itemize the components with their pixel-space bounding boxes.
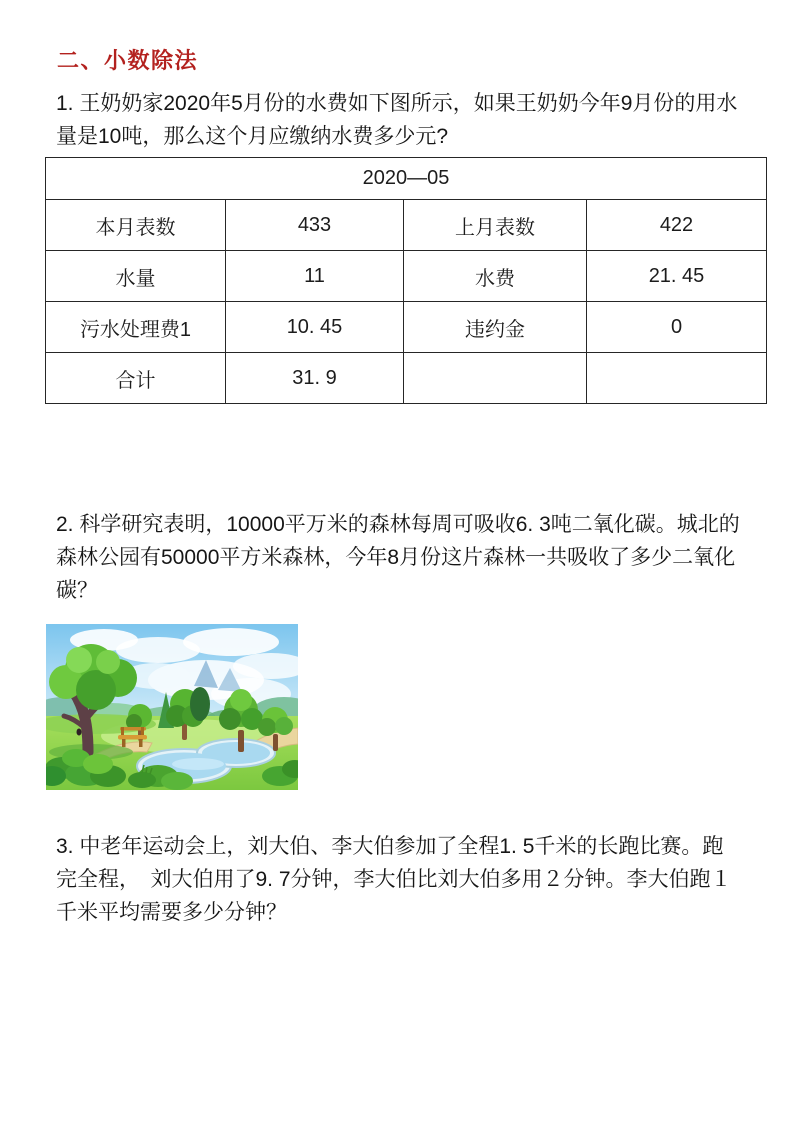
table-cell: 污水处理费1 bbox=[46, 302, 226, 353]
table-cell: 本月表数 bbox=[46, 200, 226, 251]
table-row bbox=[46, 302, 767, 353]
park-illustration bbox=[46, 624, 298, 790]
section-heading: 二、小数除法 bbox=[57, 48, 199, 73]
problem-2-line-3: 碳？ bbox=[56, 579, 98, 602]
table-row bbox=[46, 251, 767, 302]
table-cell: 11 bbox=[226, 251, 404, 302]
table-cell: 水量 bbox=[46, 251, 226, 302]
problem-2-line-1: 2. 科学研究表明，10000平万米的森林每周可吸收6. 3吨二氧化碳。城北的 bbox=[56, 513, 740, 536]
table-cell: 合计 bbox=[46, 353, 226, 404]
table-cell: 0 bbox=[587, 302, 767, 353]
table-cell: 违约金 bbox=[404, 302, 587, 353]
table-cell: 上月表数 bbox=[404, 200, 587, 251]
water-bill-table bbox=[45, 157, 767, 404]
table-cell: 水费 bbox=[404, 251, 587, 302]
problem-3 bbox=[56, 830, 765, 929]
problem-1-line-1: 1. 王奶奶家2020年5月份的水费如下图所示，如果王奶奶今年9月份的用水 bbox=[56, 92, 738, 115]
table-title-cell: 2020—05 bbox=[46, 158, 767, 200]
table-cell: 433 bbox=[226, 200, 404, 251]
table-row bbox=[46, 200, 767, 251]
problem-1 bbox=[56, 87, 765, 153]
problem-3-line-1: 3. 中老年运动会上，刘大伯、李大伯参加了全程1. 5千米的长跑比赛。跑 bbox=[56, 835, 724, 858]
table-cell: 10. 45 bbox=[226, 302, 404, 353]
problem-2 bbox=[56, 508, 765, 607]
table-cell: 21. 45 bbox=[587, 251, 767, 302]
problem-2-line-2: 森林公园有50000平方米森林，今年8月份这片森林一共吸收了多少二氧化 bbox=[56, 546, 736, 569]
problem-3-line-2: 完全程， 刘大伯用了9. 7分钟，李大伯比刘大伯多用２分钟。李大伯跑１ bbox=[56, 868, 732, 891]
table-title-row bbox=[46, 158, 767, 200]
problem-3-line-3: 千米平均需要多少分钟？ bbox=[56, 901, 287, 924]
problem-1-line-2: 量是10吨，那么这个月应缴纳水费多少元? bbox=[56, 125, 449, 148]
table-cell bbox=[404, 353, 587, 404]
table-cell bbox=[587, 353, 767, 404]
table-cell: 31. 9 bbox=[226, 353, 404, 404]
table-row bbox=[46, 353, 767, 404]
table-cell: 422 bbox=[587, 200, 767, 251]
